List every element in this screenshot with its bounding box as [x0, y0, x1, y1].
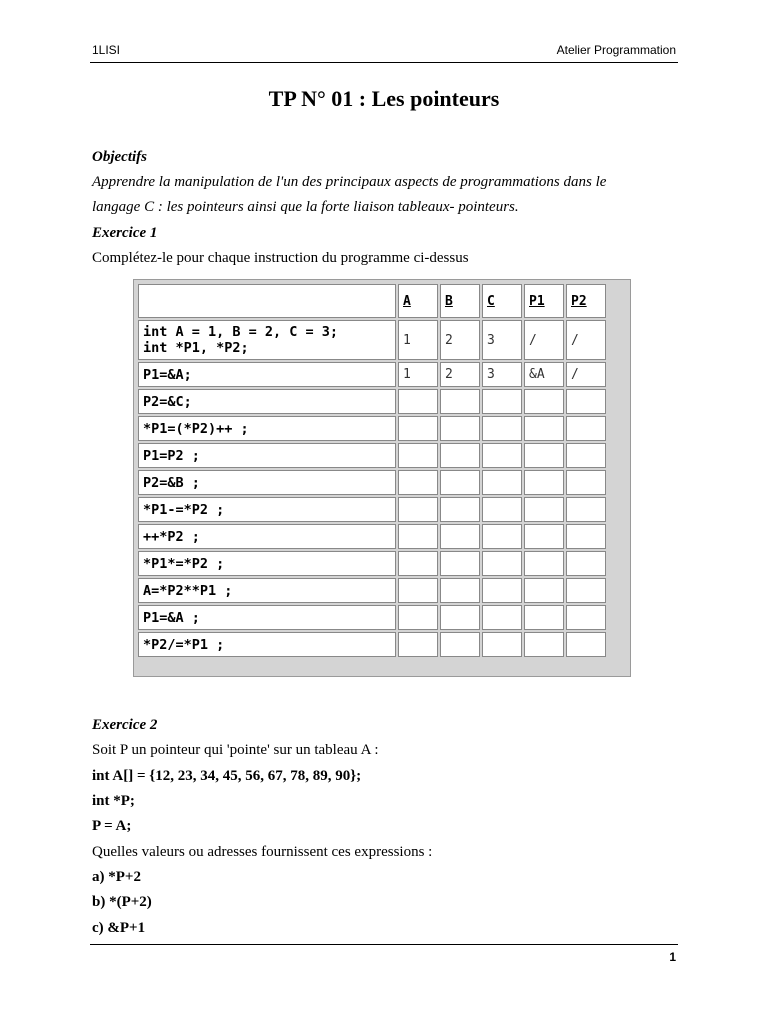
table-row [138, 497, 606, 522]
value-cell-p2[interactable] [566, 443, 606, 468]
value-cell-p2[interactable] [566, 578, 606, 603]
instruction-cell: P1=P2 ; [138, 443, 396, 468]
value-cell-a[interactable] [398, 389, 438, 414]
header-subject: Atelier Programmation [556, 43, 676, 57]
value-cell-p1[interactable] [524, 551, 564, 576]
table-row [138, 389, 606, 414]
value-cell-p2[interactable] [566, 551, 606, 576]
pointer-table [133, 279, 631, 677]
instruction-cell: *P2/=*P1 ; [138, 632, 396, 657]
objectifs-heading: Objectifs [92, 149, 147, 165]
column-header-p1: P1 [524, 284, 564, 318]
table-row [138, 443, 606, 468]
instruction-cell: int A = 1, B = 2, C = 3; int *P1, *P2; [138, 320, 396, 360]
exercice2-item-a: a) *P+2 [92, 869, 141, 885]
value-cell-c[interactable] [482, 416, 522, 441]
value-cell-p2[interactable] [566, 524, 606, 549]
table-row [138, 362, 606, 387]
table-row [138, 524, 606, 549]
instruction-cell: P2=&B ; [138, 470, 396, 495]
value-cell-a[interactable] [398, 632, 438, 657]
column-header-c: C [482, 284, 522, 318]
value-cell-c[interactable]: 3 [482, 320, 522, 360]
value-cell-c[interactable] [482, 551, 522, 576]
header-course: 1LISI [92, 43, 121, 57]
value-cell-b[interactable] [440, 470, 480, 495]
value-cell-b[interactable] [440, 389, 480, 414]
exercice2-question: Quelles valeurs ou adresses fournissent ces expressions : [92, 844, 433, 860]
instruction-cell: ++*P2 ; [138, 524, 396, 549]
instruction-cell: P2=&C; [138, 389, 396, 414]
column-header-b: B [440, 284, 480, 318]
value-cell-p2[interactable] [566, 389, 606, 414]
value-cell-a[interactable]: 1 [398, 362, 438, 387]
table-header-row [138, 284, 606, 318]
value-cell-p2[interactable] [566, 632, 606, 657]
table-row [138, 470, 606, 495]
value-cell-c[interactable]: 3 [482, 362, 522, 387]
value-cell-b[interactable] [440, 524, 480, 549]
value-cell-a[interactable] [398, 470, 438, 495]
value-cell-c[interactable] [482, 470, 522, 495]
value-cell-b[interactable] [440, 443, 480, 468]
value-cell-p2[interactable] [566, 605, 606, 630]
objectifs-line-2: langage C : les pointeurs ainsi que la forte liaison tableaux- pointeurs. [92, 199, 519, 215]
value-cell-p1[interactable] [524, 632, 564, 657]
pointer-table-grid [136, 282, 608, 659]
instruction-cell: P1=&A ; [138, 605, 396, 630]
value-cell-c[interactable] [482, 443, 522, 468]
value-cell-a[interactable] [398, 443, 438, 468]
exercice1-instruction: Complétez-le pour chaque instruction du programme ci-dessus [92, 250, 469, 266]
value-cell-p2[interactable] [566, 497, 606, 522]
exercice2-item-b: b) *(P+2) [92, 894, 152, 910]
value-cell-a[interactable] [398, 416, 438, 441]
value-cell-p1[interactable] [524, 578, 564, 603]
instruction-cell: *P1=(*P2)++ ; [138, 416, 396, 441]
exercice1-heading: Exercice 1 [92, 225, 158, 241]
value-cell-c[interactable] [482, 632, 522, 657]
value-cell-p1[interactable]: / [524, 320, 564, 360]
value-cell-a[interactable] [398, 524, 438, 549]
value-cell-p2[interactable]: / [566, 362, 606, 387]
value-cell-a[interactable] [398, 497, 438, 522]
value-cell-b[interactable] [440, 605, 480, 630]
value-cell-b[interactable] [440, 416, 480, 441]
table-row [138, 578, 606, 603]
instruction-cell: *P1-=*P2 ; [138, 497, 396, 522]
value-cell-b[interactable]: 2 [440, 320, 480, 360]
exercice2-code-pointer: int *P; [92, 793, 135, 809]
instruction-cell: A=*P2**P1 ; [138, 578, 396, 603]
value-cell-c[interactable] [482, 497, 522, 522]
exercice2-heading: Exercice 2 [92, 717, 158, 733]
column-header-p2: P2 [566, 284, 606, 318]
table-row [138, 320, 606, 360]
value-cell-a[interactable] [398, 605, 438, 630]
column-header-a: A [398, 284, 438, 318]
value-cell-p2[interactable]: / [566, 320, 606, 360]
value-cell-b[interactable] [440, 632, 480, 657]
table-row [138, 551, 606, 576]
value-cell-p1[interactable] [524, 497, 564, 522]
value-cell-p1[interactable] [524, 389, 564, 414]
value-cell-p1[interactable] [524, 524, 564, 549]
table-corner-cell [138, 284, 396, 318]
value-cell-p2[interactable] [566, 416, 606, 441]
table-row [138, 416, 606, 441]
value-cell-b[interactable] [440, 497, 480, 522]
instruction-cell: *P1*=*P2 ; [138, 551, 396, 576]
value-cell-c[interactable] [482, 578, 522, 603]
value-cell-p1[interactable] [524, 470, 564, 495]
instruction-cell: P1=&A; [138, 362, 396, 387]
value-cell-c[interactable] [482, 605, 522, 630]
value-cell-b[interactable] [440, 551, 480, 576]
value-cell-c[interactable] [482, 389, 522, 414]
objectifs-line-1: Apprendre la manipulation de l'un des principaux aspects de programmations dans le [92, 174, 607, 190]
footer-rule [90, 944, 678, 945]
value-cell-p1[interactable] [524, 443, 564, 468]
header-rule [90, 62, 678, 63]
table-row [138, 632, 606, 657]
value-cell-p1[interactable] [524, 605, 564, 630]
value-cell-a[interactable]: 1 [398, 320, 438, 360]
value-cell-c[interactable] [482, 524, 522, 549]
value-cell-a[interactable] [398, 551, 438, 576]
value-cell-b[interactable] [440, 578, 480, 603]
exercice2-code-array: int A[] = {12, 23, 34, 45, 56, 67, 78, 89, 90}; [92, 768, 362, 784]
value-cell-p1[interactable] [524, 416, 564, 441]
exercice2-code-assign: P = A; [92, 818, 132, 834]
value-cell-b[interactable]: 2 [440, 362, 480, 387]
exercice2-item-c: c) &P+1 [92, 920, 146, 936]
table-row [138, 605, 606, 630]
page-number: 1 [669, 950, 676, 964]
value-cell-p1[interactable]: &A [524, 362, 564, 387]
value-cell-a[interactable] [398, 578, 438, 603]
value-cell-p2[interactable] [566, 470, 606, 495]
page-title: TP N° 01 : Les pointeurs [268, 86, 500, 111]
exercice2-intro: Soit P un pointeur qui 'pointe' sur un tableau A : [92, 742, 379, 758]
